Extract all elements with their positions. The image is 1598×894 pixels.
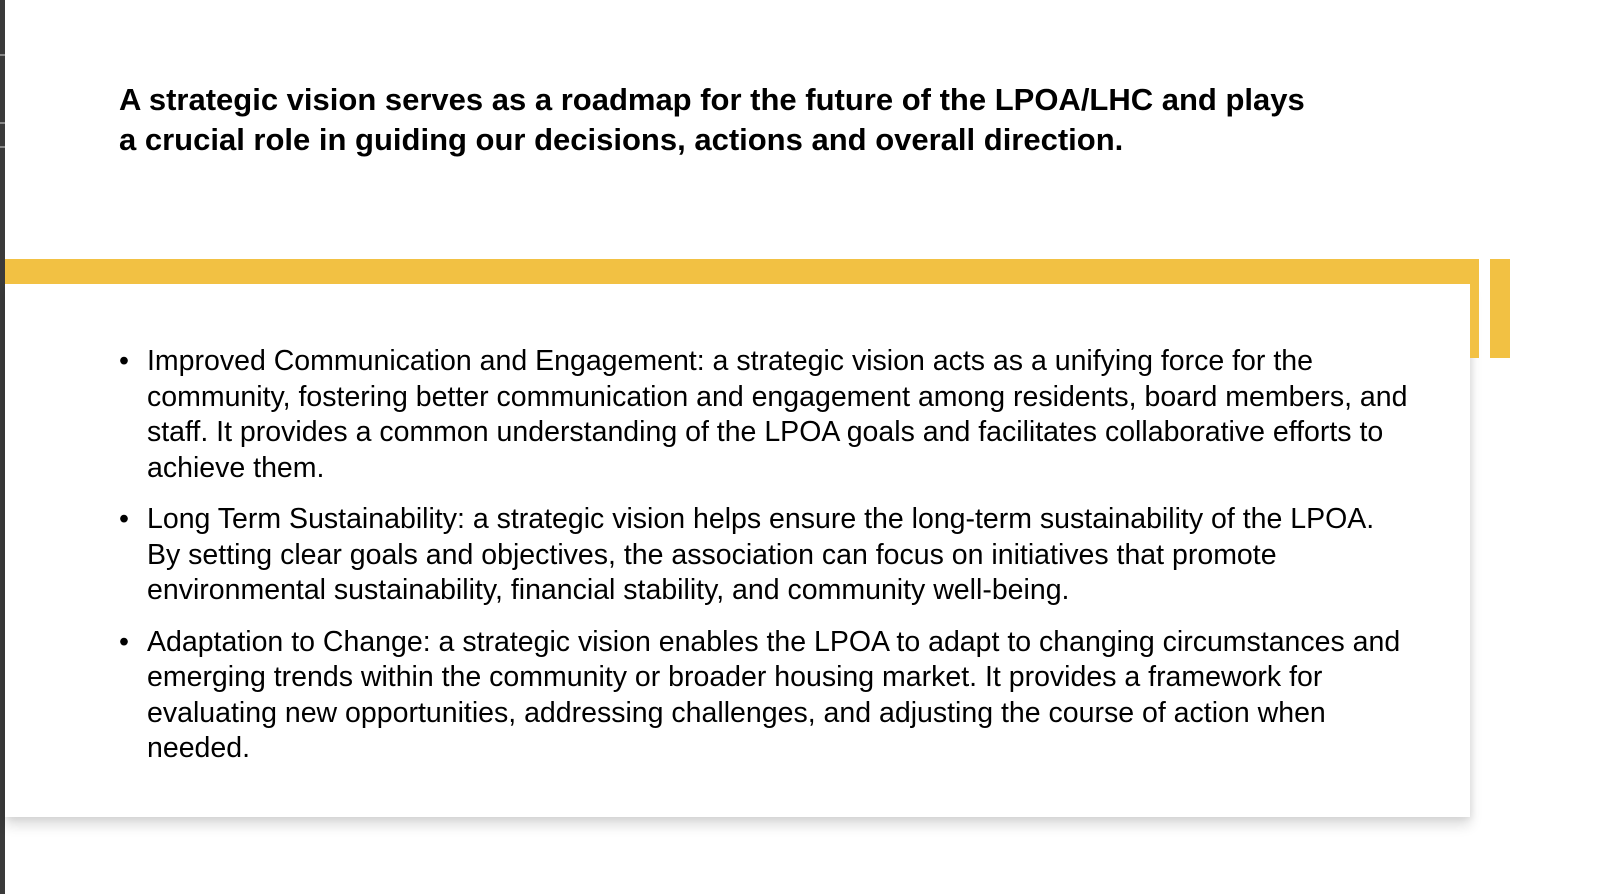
edge-notch [0,54,5,56]
bullet-item [119,344,1409,486]
accent-bar-drop [1470,283,1479,358]
bullet-list [119,344,1409,783]
bullet-icon: • [119,345,129,377]
bullet-icon: • [119,625,129,658]
bullet-item [119,625,1409,767]
bullet-text: Long Term Sustainability: a strategic vision helps ensure the long-term sustainability of the LPOA. By setting clear goals and objectives, the association can focus on initiatives that promote environmental sustainability, financial stability, and community well-being. [147,503,1375,606]
accent-bar [5,259,1479,284]
slide-title: A strategic vision serves as a roadmap for the future of the LPOA/LHC and plays a crucial role in guiding our decisions, actions and overall direction. [119,82,1305,157]
edge-notch [0,122,5,124]
edge-notch [0,146,5,148]
bullet-text: Adaptation to Change: a strategic vision enables the LPOA to adapt to changing circumstances and emerging trends within the community or broader housing market. It provides a framework for evaluating new opportunities, addressing challenges, and adjusting the course of action when needed. [147,625,1401,764]
bullet-item [119,502,1409,609]
bullet-text: Improved Communication and Engagement: a strategic vision acts as a unifying force for the community, fostering better communication and engagement among residents, board members, and staff. It provides a common understanding of the LPOA goals and facilitates collaborative efforts to achieve them. [147,345,1408,484]
accent-side-bar [1490,259,1510,358]
bullet-icon: • [119,503,129,535]
